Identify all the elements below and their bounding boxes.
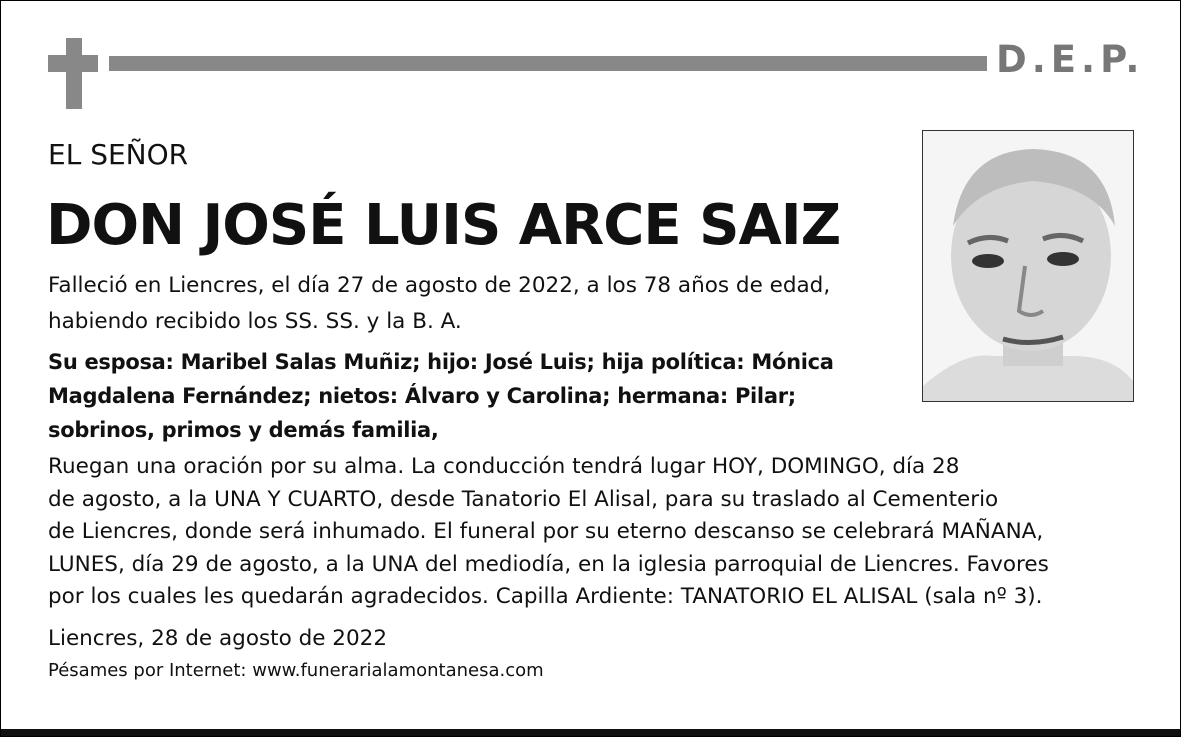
- death-notice-line: habiendo recibido los SS. SS. y la B. A.: [48, 309, 462, 334]
- cross-icon-bar: [48, 55, 98, 72]
- service-line: Ruegan una oración por su alma. La conducción tendrá lugar HOY, DOMINGO, día 28: [48, 454, 960, 479]
- service-line: por los cuales les quedarán agradecidos. Capilla Ardiente: TANATORIO EL ALISAL (sala nº 3).: [48, 584, 1043, 609]
- service-line: LUNES, día 29 de agosto, a la UNA del mediodía, en la iglesia parroquial de Liencres. Favores: [48, 552, 1049, 577]
- family-line: Magdalena Fernández; nietos: Álvaro y Carolina; hermana: Pilar;: [48, 384, 796, 408]
- service-line: de Liencres, donde será inhumado. El funeral por su eterno descanso se celebrará MAÑANA,: [48, 519, 1044, 544]
- family-line: Su esposa: Maribel Salas Muñiz; hijo: José Luis; hija política: Mónica: [48, 350, 834, 374]
- death-notice-line: Falleció en Liencres, el día 27 de agosto de 2022, a los 78 años de edad,: [48, 273, 831, 298]
- header-rule: [109, 56, 987, 71]
- portrait-photo-icon: [923, 131, 1133, 401]
- place-date: Liencres, 28 de agosto de 2022: [48, 626, 388, 651]
- condolences-link[interactable]: Pésames por Internet: www.funerarialamontanesa.com: [48, 660, 544, 681]
- service-line: de agosto, a la UNA Y CUARTO, desde Tanatorio El Alisal, para su traslado al Cementerio: [48, 487, 999, 512]
- cross-icon: [66, 38, 82, 109]
- portrait-photo: [922, 130, 1134, 402]
- family-line: sobrinos, primos y demás familia,: [48, 418, 439, 442]
- dep-label: D.E.P.: [996, 38, 1145, 81]
- honorific: EL SEÑOR: [48, 138, 189, 171]
- deceased-name: DON JOSÉ LUIS ARCE SAIZ: [46, 193, 841, 258]
